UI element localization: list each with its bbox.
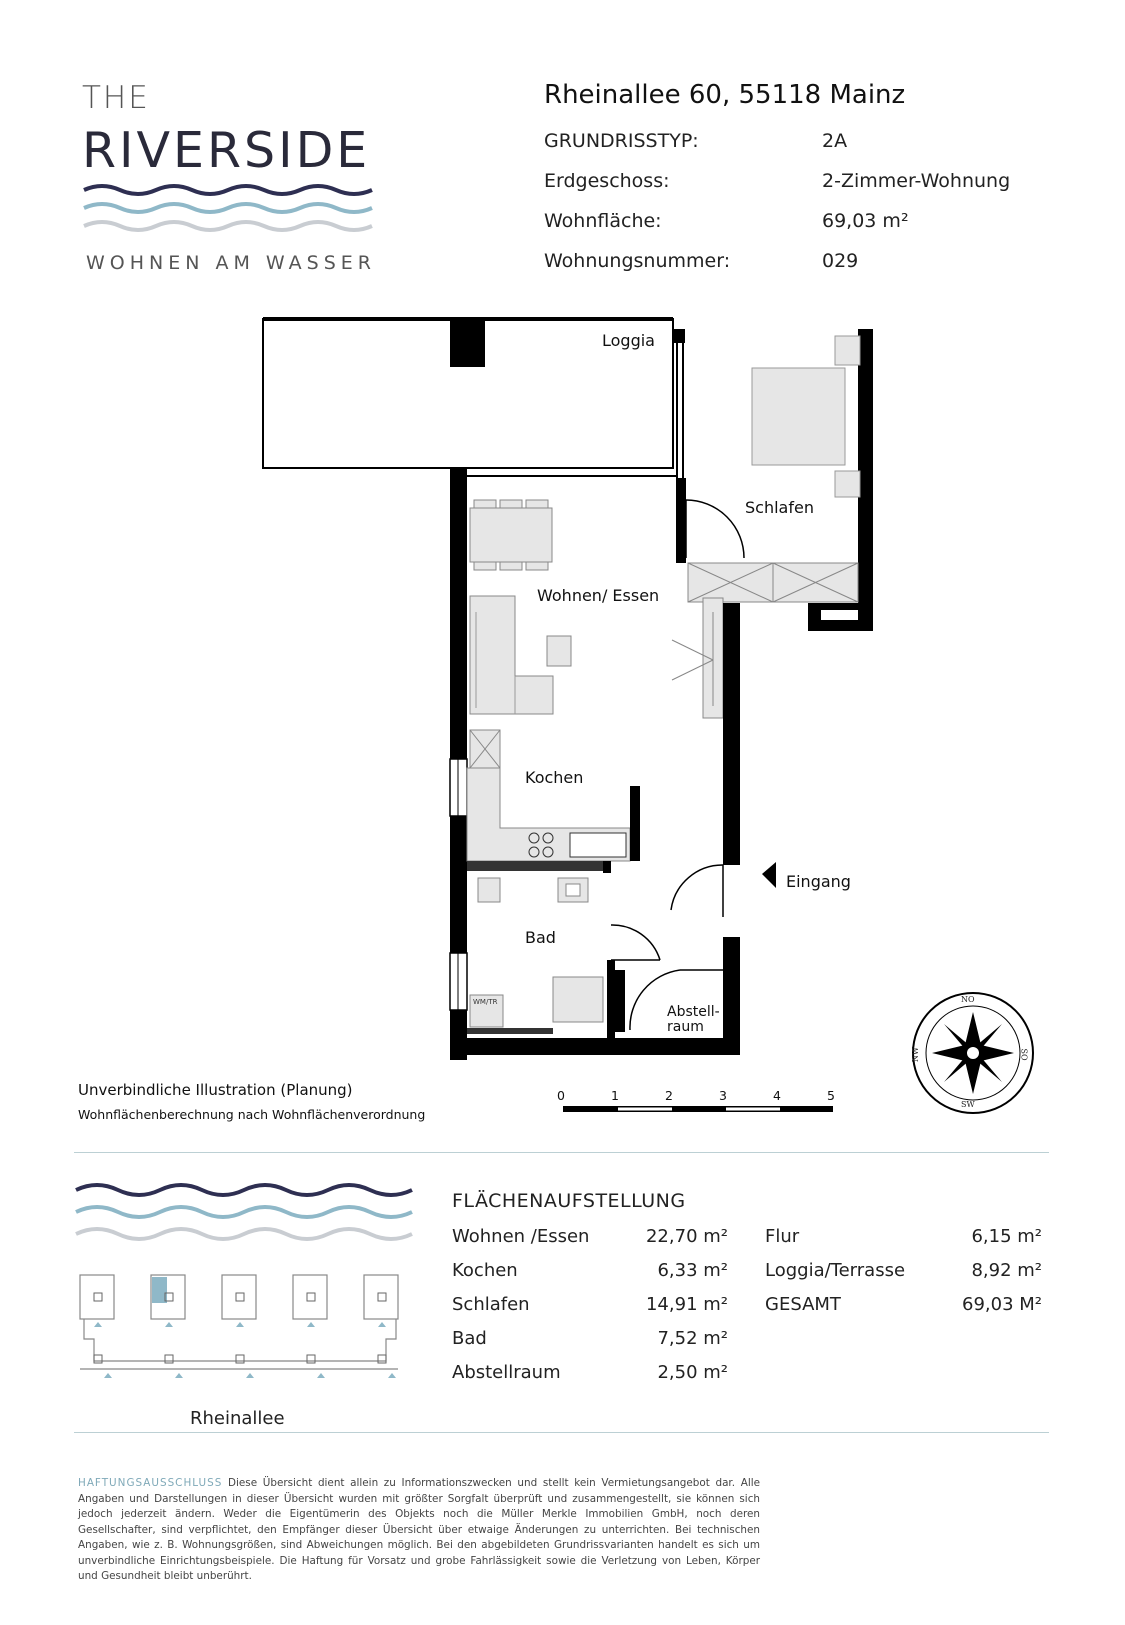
sink — [570, 833, 626, 857]
area-value: 14,91 m² — [645, 1294, 728, 1315]
entrance-arrow — [762, 862, 776, 888]
site-plan — [74, 1265, 414, 1405]
info-value-number: 029 — [822, 250, 859, 272]
sofa — [470, 596, 553, 714]
compass-icon — [910, 990, 1036, 1116]
area-name: Abstellraum — [452, 1362, 561, 1383]
area-total-value: 69,03 M² — [962, 1294, 1042, 1315]
disclaimer — [78, 1476, 760, 1585]
room-label-loggia: Loggia — [602, 331, 655, 350]
area-value: 8,92 m² — [971, 1260, 1042, 1281]
dining-table — [470, 508, 552, 562]
area-table-title: FLÄCHENAUFSTELLUNG — [452, 1190, 686, 1212]
scale-tick: 3 — [719, 1088, 727, 1103]
scale-bar — [563, 1106, 833, 1112]
area-name: Bad — [452, 1328, 487, 1349]
wall-south — [450, 1038, 740, 1055]
area-name: Loggia/Terrasse — [765, 1260, 906, 1281]
wmtr-label: WM/TR — [473, 998, 498, 1006]
waves-decoration — [74, 1178, 414, 1248]
area-name: Kochen — [452, 1260, 518, 1281]
address-title: Rheinallee 60, 55118 Mainz — [544, 80, 906, 110]
info-value-type: 2A — [822, 130, 848, 152]
divider — [74, 1152, 1049, 1153]
info-label-number: Wohnungsnummer: — [544, 250, 731, 272]
illustration-note: Unverbindliche Illustration (Planung) — [78, 1081, 353, 1099]
area-value: 6,15 m² — [971, 1226, 1042, 1247]
info-label-floor: Erdgeschoss: — [544, 170, 670, 192]
scale-tick: 1 — [611, 1088, 619, 1103]
logo-the: THE — [82, 80, 150, 116]
wall-west — [450, 468, 467, 759]
compass-label-s: SW — [961, 1100, 975, 1109]
wall-east-living — [723, 603, 740, 865]
disclaimer-title: HAFTUNGSAUSSCHLUSS — [78, 1477, 223, 1489]
shower — [553, 977, 603, 1022]
area-name: Wohnen /Essen — [452, 1226, 590, 1247]
divider — [74, 1432, 1049, 1433]
scale-tick: 4 — [773, 1088, 781, 1103]
info-label-area: Wohnfläche: — [544, 210, 662, 232]
room-label-abstell-2: raum — [667, 1019, 704, 1035]
site-plan-street: Rheinallee — [190, 1408, 285, 1429]
room-label-kochen: Kochen — [525, 768, 584, 787]
wall-bathroom-north — [467, 861, 603, 871]
toilet — [478, 878, 500, 902]
area-total-label: GESAMT — [765, 1294, 841, 1315]
nightstand — [835, 471, 860, 497]
info-label-type: GRUNDRISSTYP: — [544, 130, 699, 152]
room-label-eingang: Eingang — [786, 872, 851, 891]
room-label-wohnen: Wohnen/ Essen — [537, 586, 660, 605]
compass-label-e: SO — [1019, 1048, 1029, 1061]
area-value: 22,70 m² — [645, 1226, 728, 1247]
room-label-abstell-1: Abstell- — [667, 1004, 720, 1020]
info-value-area: 69,03 m² — [822, 210, 909, 232]
scale-tick: 0 — [557, 1088, 565, 1103]
room-label-bad: Bad — [525, 928, 556, 947]
info-value-floor: 2-Zimmer-Wohnung — [822, 170, 1011, 192]
calculation-note: Wohnflächenberechnung nach Wohnflächenverordnung — [78, 1107, 426, 1122]
scale-tick: 2 — [665, 1088, 673, 1103]
logo-tagline: WOHNEN AM WASSER — [86, 252, 377, 274]
area-value: 6,33 m² — [657, 1260, 728, 1281]
area-value: 7,52 m² — [657, 1328, 728, 1349]
area-name: Flur — [765, 1226, 800, 1247]
logo-riverside: RIVERSIDE — [82, 122, 371, 179]
compass-label-w: NW — [911, 1046, 921, 1063]
scale-tick: 5 — [827, 1088, 835, 1103]
side-table — [547, 636, 571, 666]
room-label-schlafen: Schlafen — [745, 498, 814, 517]
bed — [752, 368, 845, 465]
loggia-column — [450, 319, 485, 367]
area-name: Schlafen — [452, 1294, 530, 1315]
nightstand — [835, 336, 860, 365]
compass-label-n: NO — [961, 995, 975, 1004]
area-value: 2,50 m² — [657, 1362, 728, 1383]
disclaimer-text: Diese Übersicht dient allein zu Informationszwecken und stellt kein Vermietungsangebot dar. Alle Angaben und Darstellungen in dieser Übersicht wurden mit größter Sorgfalt überprüft und zusammengestellt, sie können sich jedoch jederzeit ändern. Weder die Eigentümerin des Objekts noch die Müller Merkle Immobilien GmbH, noch deren Gesellschafter, sind verpflichtet, den Empfänger dieser Übersicht über etwaige Änderungen zu unterrichten. Bei technischen Angaben, wie z. B. Wohnungsgrößen, sind Abweichungen möglich. Bei den abgebildeten Grundrissvarianten handelt es sich um unverbindliche Einrichtungsbeispiele. Die Haftung für Vorsatz und grobe Fahrlässigkeit sowie die Verletzung von Leben, Körper und Gesundheit bleibt unberührt. — [78, 1477, 760, 1582]
